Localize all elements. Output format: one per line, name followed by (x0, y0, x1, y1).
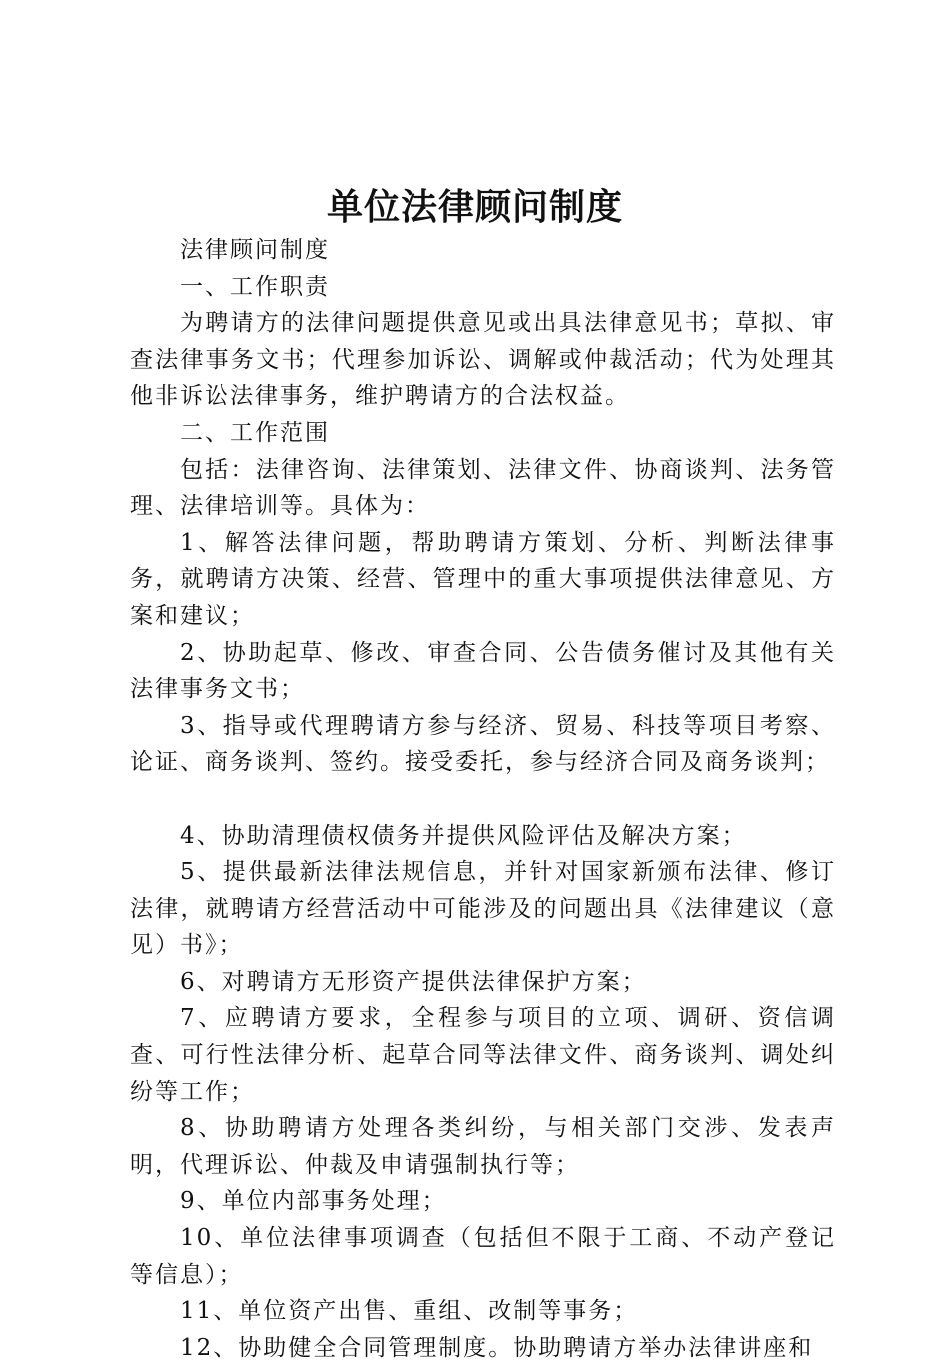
list-item-4: 4、协助清理债权债务并提供风险评估及解决方案； (180, 822, 747, 849)
list-item-3: 3、指导或代理聘请方参与经济、贸易、科技等项目考察、论证、商务谈判、签约。接受委托，参与经济合同及商务谈判； (130, 712, 836, 776)
section-heading-scope: 二、工作范围 (180, 419, 330, 446)
list-item-10: 10、单位法律事项调查（包括但不限于工商、不动产登记等信息）； (130, 1225, 836, 1288)
list-item-8: 8、协助聘请方处理各类纠纷，与相关部门交涉、发表声明，代理诉讼、仲裁及申请强制执行等； (130, 1115, 836, 1178)
paragraph-scope-intro: 包括：法律咨询、法律策划、法律文件、协商谈判、法务管理、法律培训等。具体为： (130, 456, 836, 520)
list-item-2: 2、协助起草、修改、审查合同、公告债务催讨及其他有关法律事务文书； (130, 639, 836, 703)
list-item-9: 9、单位内部事务处理； (180, 1188, 447, 1215)
list-item-7: 7、应聘请方要求，全程参与项目的立项、调研、资信调查、可行性法律分析、起草合同等法律文件、商务谈判、调处纠纷等工作； (130, 1005, 836, 1105)
list-item-5: 5、提供最新法律法规信息，并针对国家新颁布法律、修订法律，就聘请方经营活动中可能涉及的问题出具《法律建议（意见）书》； (130, 859, 836, 959)
list-item-12: 12、协助健全合同管理制度。协助聘请方举办法律讲座和 (180, 1334, 814, 1361)
blank-line (130, 781, 836, 818)
document-title: 单位法律顾问制度 (326, 186, 623, 228)
section-heading-duties: 一、工作职责 (180, 273, 330, 300)
paragraph-heading: 法律顾问制度 (180, 237, 330, 263)
list-item-6: 6、对聘请方无形资产提供法律保护方案； (180, 968, 647, 995)
paragraph-duties: 为聘请方的法律问题提供意见或出具法律意见书；草拟、审查法律事务文书；代理参加诉讼、调解或仲裁活动；代为处理其他非诉讼法律事务，维护聘请方的合法权益。 (130, 310, 836, 410)
document-body (130, 232, 836, 1366)
list-item-11: 11、单位资产出售、重组、改制等事务； (180, 1298, 639, 1325)
list-item-1: 1、解答法律问题，帮助聘请方策划、分析、判断法律事务，就聘请方决策、经营、管理中的重大事项提供法律意见、方案和建议； (130, 529, 836, 629)
